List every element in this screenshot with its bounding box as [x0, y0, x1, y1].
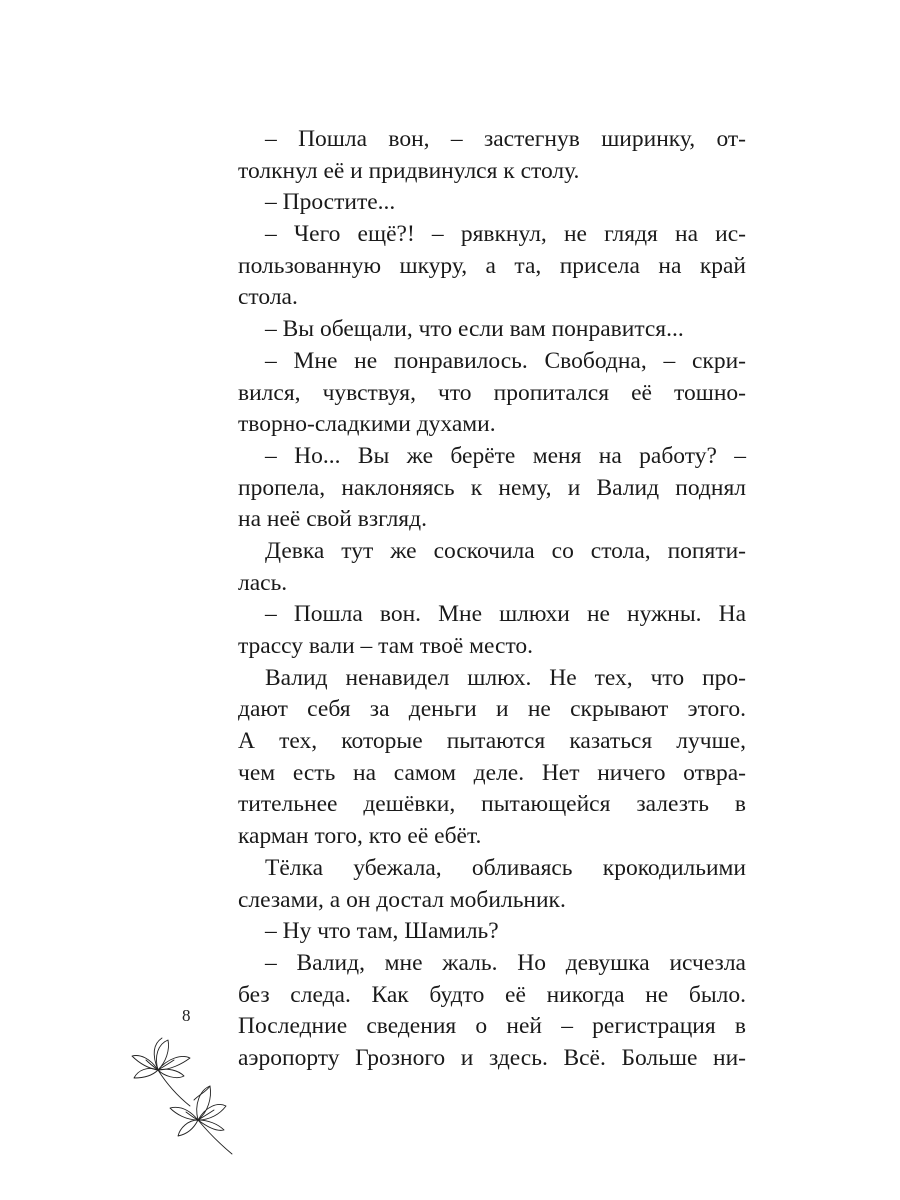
- text-line: – Чего ещё?! – рявкнул, не глядя на ис-: [265, 221, 746, 248]
- text-line: Валид ненавидел шлюх. Не тех, что про-: [265, 664, 746, 691]
- text-line: стола.: [238, 284, 298, 311]
- text-line: без следа. Как будто её никогда не было.: [238, 981, 746, 1008]
- text-line: – Но... Вы же берёте меня на работу? –: [265, 442, 746, 469]
- lotus-flower-upper-icon: [132, 1038, 190, 1106]
- text-line: пропела, наклоняясь к нему, и Валид поднял: [238, 474, 746, 501]
- text-line: – Мне не понравилось. Свободна, – скри-: [265, 347, 746, 374]
- text-line: – Простите...: [265, 189, 396, 216]
- text-line: – Пошла вон, – застегнув ширинку, от-: [265, 126, 746, 152]
- text-line: тительнее дешёвки, пытающейся залезть в: [238, 791, 746, 818]
- text-line: Девка тут же соскочила со стола, попяти-: [265, 537, 746, 564]
- text-line: на неё свой взгляд.: [238, 506, 427, 533]
- text-line: – Ну что там, Шамиль?: [265, 918, 499, 945]
- text-line: А тех, которые пытаются казаться лучше,: [238, 728, 746, 755]
- text-line: лась.: [238, 569, 288, 596]
- text-line: аэропорту Грозного и здесь. Всё. Больше ни-: [238, 1044, 746, 1071]
- text-line: толкнул её и придвинулся к столу.: [238, 157, 580, 184]
- text-line: пользованную шкуру, а та, присела на край: [238, 252, 746, 279]
- lotus-flowers-icon: [128, 1036, 240, 1156]
- page-number: 8: [182, 1006, 191, 1025]
- text-line: Тёлка убежала, обливаясь крокодильими: [265, 854, 746, 881]
- text-line: вился, чувствуя, что пропитался её тошно-: [238, 379, 746, 406]
- text-line: трассу вали – там твоё место.: [238, 633, 534, 659]
- text-line: карман того, кто её ебёт.: [238, 823, 482, 850]
- text-line: Последние сведения о ней – регистрация в: [238, 1013, 746, 1040]
- text-line: – Вы обещали, что если вам понравится...: [265, 316, 684, 343]
- text-line: чем есть на самом деле. Нет ничего отвра-: [238, 759, 746, 786]
- text-line: – Пошла вон. Мне шлюхи не нужны. На: [265, 601, 746, 628]
- text-line: – Валид, мне жаль. Но девушка исчезла: [265, 949, 746, 976]
- page-body-text: [238, 124, 746, 1075]
- text-line: дают себя за деньги и не скрывают этого.: [238, 696, 746, 723]
- text-line: слезами, а он достал мобильник.: [238, 886, 566, 913]
- text-line: творно-сладкими духами.: [238, 411, 496, 438]
